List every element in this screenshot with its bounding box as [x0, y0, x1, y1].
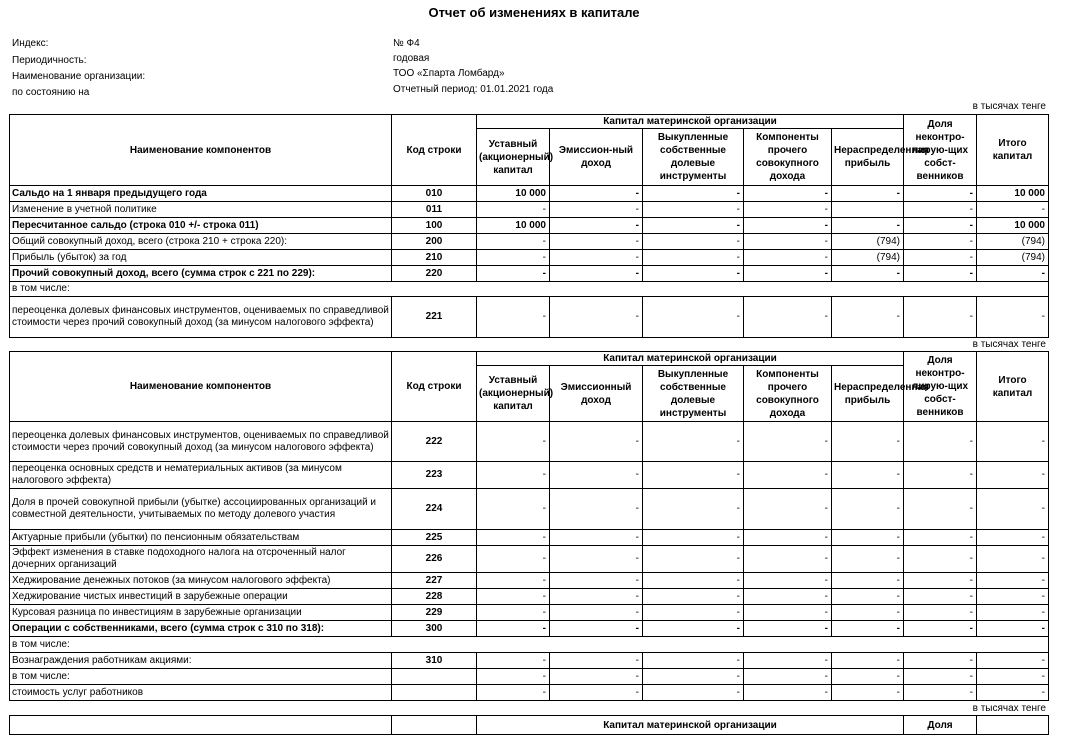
row-value: -	[977, 573, 1049, 589]
row-value: -	[643, 462, 744, 489]
row-name: стоимость услуг работников	[10, 685, 392, 701]
row-value: -	[904, 530, 977, 546]
row-value: -	[643, 422, 744, 462]
row-value: -	[904, 297, 977, 338]
row-value: -	[832, 685, 904, 701]
header-total-2: Итого капитал	[977, 352, 1049, 422]
meta-label-period: Периодичность:	[12, 55, 87, 66]
row-value: -	[904, 589, 977, 605]
row-value: -	[744, 621, 832, 637]
row-value: 10 000	[977, 186, 1049, 202]
table-row	[10, 218, 1049, 234]
row-value: -	[744, 297, 832, 338]
row-value: -	[904, 202, 977, 218]
row-name: Хеджирование денежных потоков (за минусом налогового эффекта)	[10, 573, 392, 589]
meta-label-index: Индекс:	[12, 38, 49, 49]
row-value: -	[832, 546, 904, 573]
report-title: Отчет об изменениях в капитале	[428, 5, 640, 20]
row-value: -	[904, 621, 977, 637]
row-code: 010	[392, 186, 477, 202]
row-value	[832, 202, 904, 218]
header-ustavny: Уставный (акционерный) капитал	[477, 129, 550, 186]
row-code: 229	[392, 605, 477, 621]
row-value: -	[977, 489, 1049, 530]
row-value: -	[643, 573, 744, 589]
row-value: -	[643, 297, 744, 338]
table-row	[10, 234, 1049, 250]
header-ustavny-2: Уставный (акционерный) капитал	[477, 366, 550, 422]
row-value: -	[550, 202, 643, 218]
row-name: Хеджирование чистых инвестиций в зарубежные операции	[10, 589, 392, 605]
row-value: -	[550, 621, 643, 637]
table-row	[10, 546, 1049, 573]
row-code	[392, 685, 477, 701]
row-value: -	[550, 462, 643, 489]
capital-table-2	[9, 351, 1049, 701]
row-value: -	[977, 462, 1049, 489]
row-name: в том числе:	[10, 669, 392, 685]
table-row	[10, 250, 1049, 266]
header-minority: Доля неконтро-лирую-щих собст-венников	[904, 115, 977, 186]
header-parent-capital-3: Капитал материнской организации	[477, 716, 904, 735]
row-value: -	[977, 653, 1049, 669]
row-value: -	[643, 621, 744, 637]
row-value: -	[744, 186, 832, 202]
row-name: Доля в прочей совокупной прибыли (убытке) ассоциированных организаций и совместной деятельности, учитываемых по методу долевого участия	[10, 489, 392, 530]
meta-label-org: Наименование организации:	[12, 71, 146, 82]
row-value: -	[477, 234, 550, 250]
row-value: -	[643, 653, 744, 669]
table-row	[10, 202, 1049, 218]
row-value: -	[977, 685, 1049, 701]
row-value: -	[832, 218, 904, 234]
row-code: 224	[392, 489, 477, 530]
table-1-body	[10, 186, 1049, 338]
header-retained: Нераспределенная прибыль	[832, 129, 904, 186]
row-code: 011	[392, 202, 477, 218]
table-row	[10, 637, 1049, 653]
meta-value-org: ТОО «Σпарта Ломбард»	[393, 68, 505, 79]
row-code: 221	[392, 297, 477, 338]
row-value: -	[643, 489, 744, 530]
row-value: -	[977, 621, 1049, 637]
row-value: -	[477, 297, 550, 338]
row-value: -	[744, 202, 832, 218]
row-value: -	[744, 546, 832, 573]
table-row	[10, 605, 1049, 621]
row-value: -	[977, 422, 1049, 462]
row-code: 200	[392, 234, 477, 250]
meta-value-date: Отчетный период: 01.01.2021 года	[393, 84, 554, 95]
row-value: -	[550, 589, 643, 605]
row-value: (794)	[977, 250, 1049, 266]
row-value: -	[832, 530, 904, 546]
row-value: -	[643, 530, 744, 546]
row-name: переоценка долевых финансовых инструментов, оцениваемых по справедливой стоимости через прочий совокупный доход (за минусом налогового эффекта)	[10, 422, 392, 462]
table-row	[10, 462, 1049, 489]
row-value: -	[744, 605, 832, 621]
row-value: -	[477, 589, 550, 605]
row-code: 223	[392, 462, 477, 489]
row-name: Актуарные прибыли (убытки) по пенсионным обязательствам	[10, 530, 392, 546]
row-value: -	[744, 530, 832, 546]
row-value: -	[832, 462, 904, 489]
row-value: -	[550, 653, 643, 669]
table-row	[10, 669, 1049, 685]
row-value: -	[477, 530, 550, 546]
row-name: Курсовая разница по инвестициям в зарубежные организации	[10, 605, 392, 621]
row-value: (794)	[832, 250, 904, 266]
row-name: Вознаграждения работникам акциями:	[10, 653, 392, 669]
table-row	[10, 297, 1049, 338]
row-value: -	[904, 462, 977, 489]
header-name-2: Наименование компонентов	[10, 352, 392, 422]
row-value: -	[832, 605, 904, 621]
row-value: -	[550, 685, 643, 701]
row-code	[392, 669, 477, 685]
meta-label-date: по состоянию на	[12, 87, 90, 98]
row-value: -	[832, 573, 904, 589]
row-value: -	[643, 186, 744, 202]
row-name: Прибыль (убыток) за год	[10, 250, 392, 266]
row-value: -	[744, 589, 832, 605]
row-value: -	[904, 669, 977, 685]
meta-value-period: годовая	[393, 53, 430, 64]
row-value: -	[904, 234, 977, 250]
row-value: -	[477, 266, 550, 282]
row-value: -	[904, 653, 977, 669]
row-name: Прочий совокупный доход, всего (сумма строк с 221 по 229):	[10, 266, 392, 282]
row-value: -	[550, 546, 643, 573]
unit-note-3: в тысячах тенге	[972, 703, 1046, 714]
row-value: 10 000	[477, 186, 550, 202]
row-value: -	[477, 250, 550, 266]
row-code: 210	[392, 250, 477, 266]
header-buyback: Выкупленные собственные долевые инструменты	[643, 129, 744, 186]
row-value: -	[977, 297, 1049, 338]
row-value: -	[977, 530, 1049, 546]
row-code: 310	[392, 653, 477, 669]
row-value: -	[904, 573, 977, 589]
row-value: -	[643, 669, 744, 685]
table-row	[10, 282, 1049, 297]
row-value: -	[550, 234, 643, 250]
header-emission: Эмиссион-ный доход	[550, 129, 643, 186]
header-emission-2: Эмиссионный доход	[550, 366, 643, 422]
row-value: -	[643, 685, 744, 701]
header-minority-3: Доля	[904, 716, 977, 735]
row-value: -	[744, 489, 832, 530]
row-value: -	[904, 605, 977, 621]
row-value: -	[643, 589, 744, 605]
row-value: -	[977, 266, 1049, 282]
row-value: -	[477, 573, 550, 589]
row-value: -	[643, 546, 744, 573]
row-value: -	[832, 266, 904, 282]
meta-value-index: № Ф4	[393, 38, 420, 49]
row-value: -	[744, 266, 832, 282]
row-value: -	[904, 546, 977, 573]
row-value: -	[977, 669, 1049, 685]
row-code: 222	[392, 422, 477, 462]
row-value: -	[550, 573, 643, 589]
row-value: -	[643, 234, 744, 250]
row-value: -	[477, 685, 550, 701]
row-value: -	[832, 186, 904, 202]
row-value: -	[977, 605, 1049, 621]
header-code: Код строки	[392, 115, 477, 186]
row-value: -	[550, 250, 643, 266]
row-name: переоценка долевых финансовых инструментов, оцениваемых по справедливой стоимости через прочий совокупный доход (за минусом налогового эффекта)	[10, 297, 392, 338]
row-value: (794)	[977, 234, 1049, 250]
header-total: Итого капитал	[977, 115, 1049, 186]
row-name: в том числе:	[10, 637, 1049, 653]
row-value: -	[744, 250, 832, 266]
table-2-body	[10, 422, 1049, 701]
row-value: -	[744, 462, 832, 489]
table-row	[10, 589, 1049, 605]
row-code: 227	[392, 573, 477, 589]
row-value: -	[832, 669, 904, 685]
row-name: Общий совокупный доход, всего (строка 210 + строка 220):	[10, 234, 392, 250]
row-value: -	[904, 489, 977, 530]
row-code: 226	[392, 546, 477, 573]
row-value: -	[744, 422, 832, 462]
row-value: -	[744, 234, 832, 250]
table-row	[10, 621, 1049, 637]
row-value: -	[477, 489, 550, 530]
row-value: -	[977, 546, 1049, 573]
row-code: 228	[392, 589, 477, 605]
row-name: переоценка основных средств и нематериальных активов (за минусом налогового эффекта)	[10, 462, 392, 489]
row-value: -	[477, 621, 550, 637]
row-value: -	[550, 297, 643, 338]
row-value: -	[550, 669, 643, 685]
table-row	[10, 266, 1049, 282]
row-value: -	[550, 186, 643, 202]
row-value: -	[832, 653, 904, 669]
row-value: -	[977, 202, 1049, 218]
row-code: 220	[392, 266, 477, 282]
row-value: -	[643, 266, 744, 282]
row-value: -	[643, 250, 744, 266]
capital-table-1	[9, 114, 1049, 338]
row-value: -	[477, 546, 550, 573]
header-code-2: Код строки	[392, 352, 477, 422]
table-row	[10, 186, 1049, 202]
row-value: -	[477, 605, 550, 621]
row-value: -	[832, 297, 904, 338]
unit-note-2: в тысячах тенге	[972, 339, 1046, 350]
header-oci: Компоненты прочего совокупного дохода	[744, 129, 832, 186]
row-value: -	[550, 422, 643, 462]
row-value: -	[477, 669, 550, 685]
row-value: -	[550, 530, 643, 546]
row-value: -	[904, 218, 977, 234]
table-row	[10, 530, 1049, 546]
row-code: 300	[392, 621, 477, 637]
row-value: -	[904, 422, 977, 462]
row-value: -	[643, 605, 744, 621]
row-name: Операции с собственниками, всего (сумма строк с 310 по 318):	[10, 621, 392, 637]
row-value: -	[550, 605, 643, 621]
capital-table-3	[9, 715, 1049, 735]
row-value: -	[832, 589, 904, 605]
row-code: 225	[392, 530, 477, 546]
row-value: (794)	[832, 234, 904, 250]
row-value: -	[832, 621, 904, 637]
header-name: Наименование компонентов	[10, 115, 392, 186]
row-value: -	[744, 669, 832, 685]
row-value: -	[832, 489, 904, 530]
row-value: -	[904, 250, 977, 266]
row-value: -	[977, 589, 1049, 605]
header-parent-capital-2: Капитал материнской организации	[477, 352, 904, 366]
table-row	[10, 685, 1049, 701]
row-value: -	[477, 422, 550, 462]
row-value: -	[477, 462, 550, 489]
row-value: -	[550, 218, 643, 234]
row-name: Изменение в учетной политике	[10, 202, 392, 218]
row-value: -	[744, 685, 832, 701]
row-value: -	[744, 218, 832, 234]
table-row	[10, 653, 1049, 669]
row-value: 10 000	[477, 218, 550, 234]
row-value: -	[744, 573, 832, 589]
row-value: -	[643, 202, 744, 218]
row-value: 10 000	[977, 218, 1049, 234]
row-value: -	[904, 266, 977, 282]
row-value: -	[477, 653, 550, 669]
header-oci-2: Компоненты прочего совокупного дохода	[744, 366, 832, 422]
row-name: в том числе:	[10, 282, 1049, 297]
row-value: -	[744, 653, 832, 669]
row-name: Эффект изменения в ставке подоходного налога на отсроченный налог дочерних организаций	[10, 546, 392, 573]
row-value: -	[550, 489, 643, 530]
row-value: -	[477, 202, 550, 218]
row-value: -	[550, 266, 643, 282]
row-name: Пересчитанное сальдо (строка 010 +/- строка 011)	[10, 218, 392, 234]
header-buyback-2: Выкупленные собственные долевые инструменты	[643, 366, 744, 422]
row-name: Сальдо на 1 января предыдущего года	[10, 186, 392, 202]
table-row	[10, 422, 1049, 462]
unit-note-1: в тысячах тенге	[972, 101, 1046, 112]
header-retained-2: Нераспределенная прибыль	[832, 366, 904, 422]
row-value: -	[643, 218, 744, 234]
table-row	[10, 489, 1049, 530]
header-parent-capital: Капитал материнской организации	[477, 115, 904, 129]
header-minority-2: Доля неконтро-лирую-щих собст-венников	[904, 352, 977, 422]
table-row	[10, 573, 1049, 589]
row-value: -	[904, 186, 977, 202]
row-code: 100	[392, 218, 477, 234]
row-value: -	[904, 685, 977, 701]
row-value: -	[832, 422, 904, 462]
